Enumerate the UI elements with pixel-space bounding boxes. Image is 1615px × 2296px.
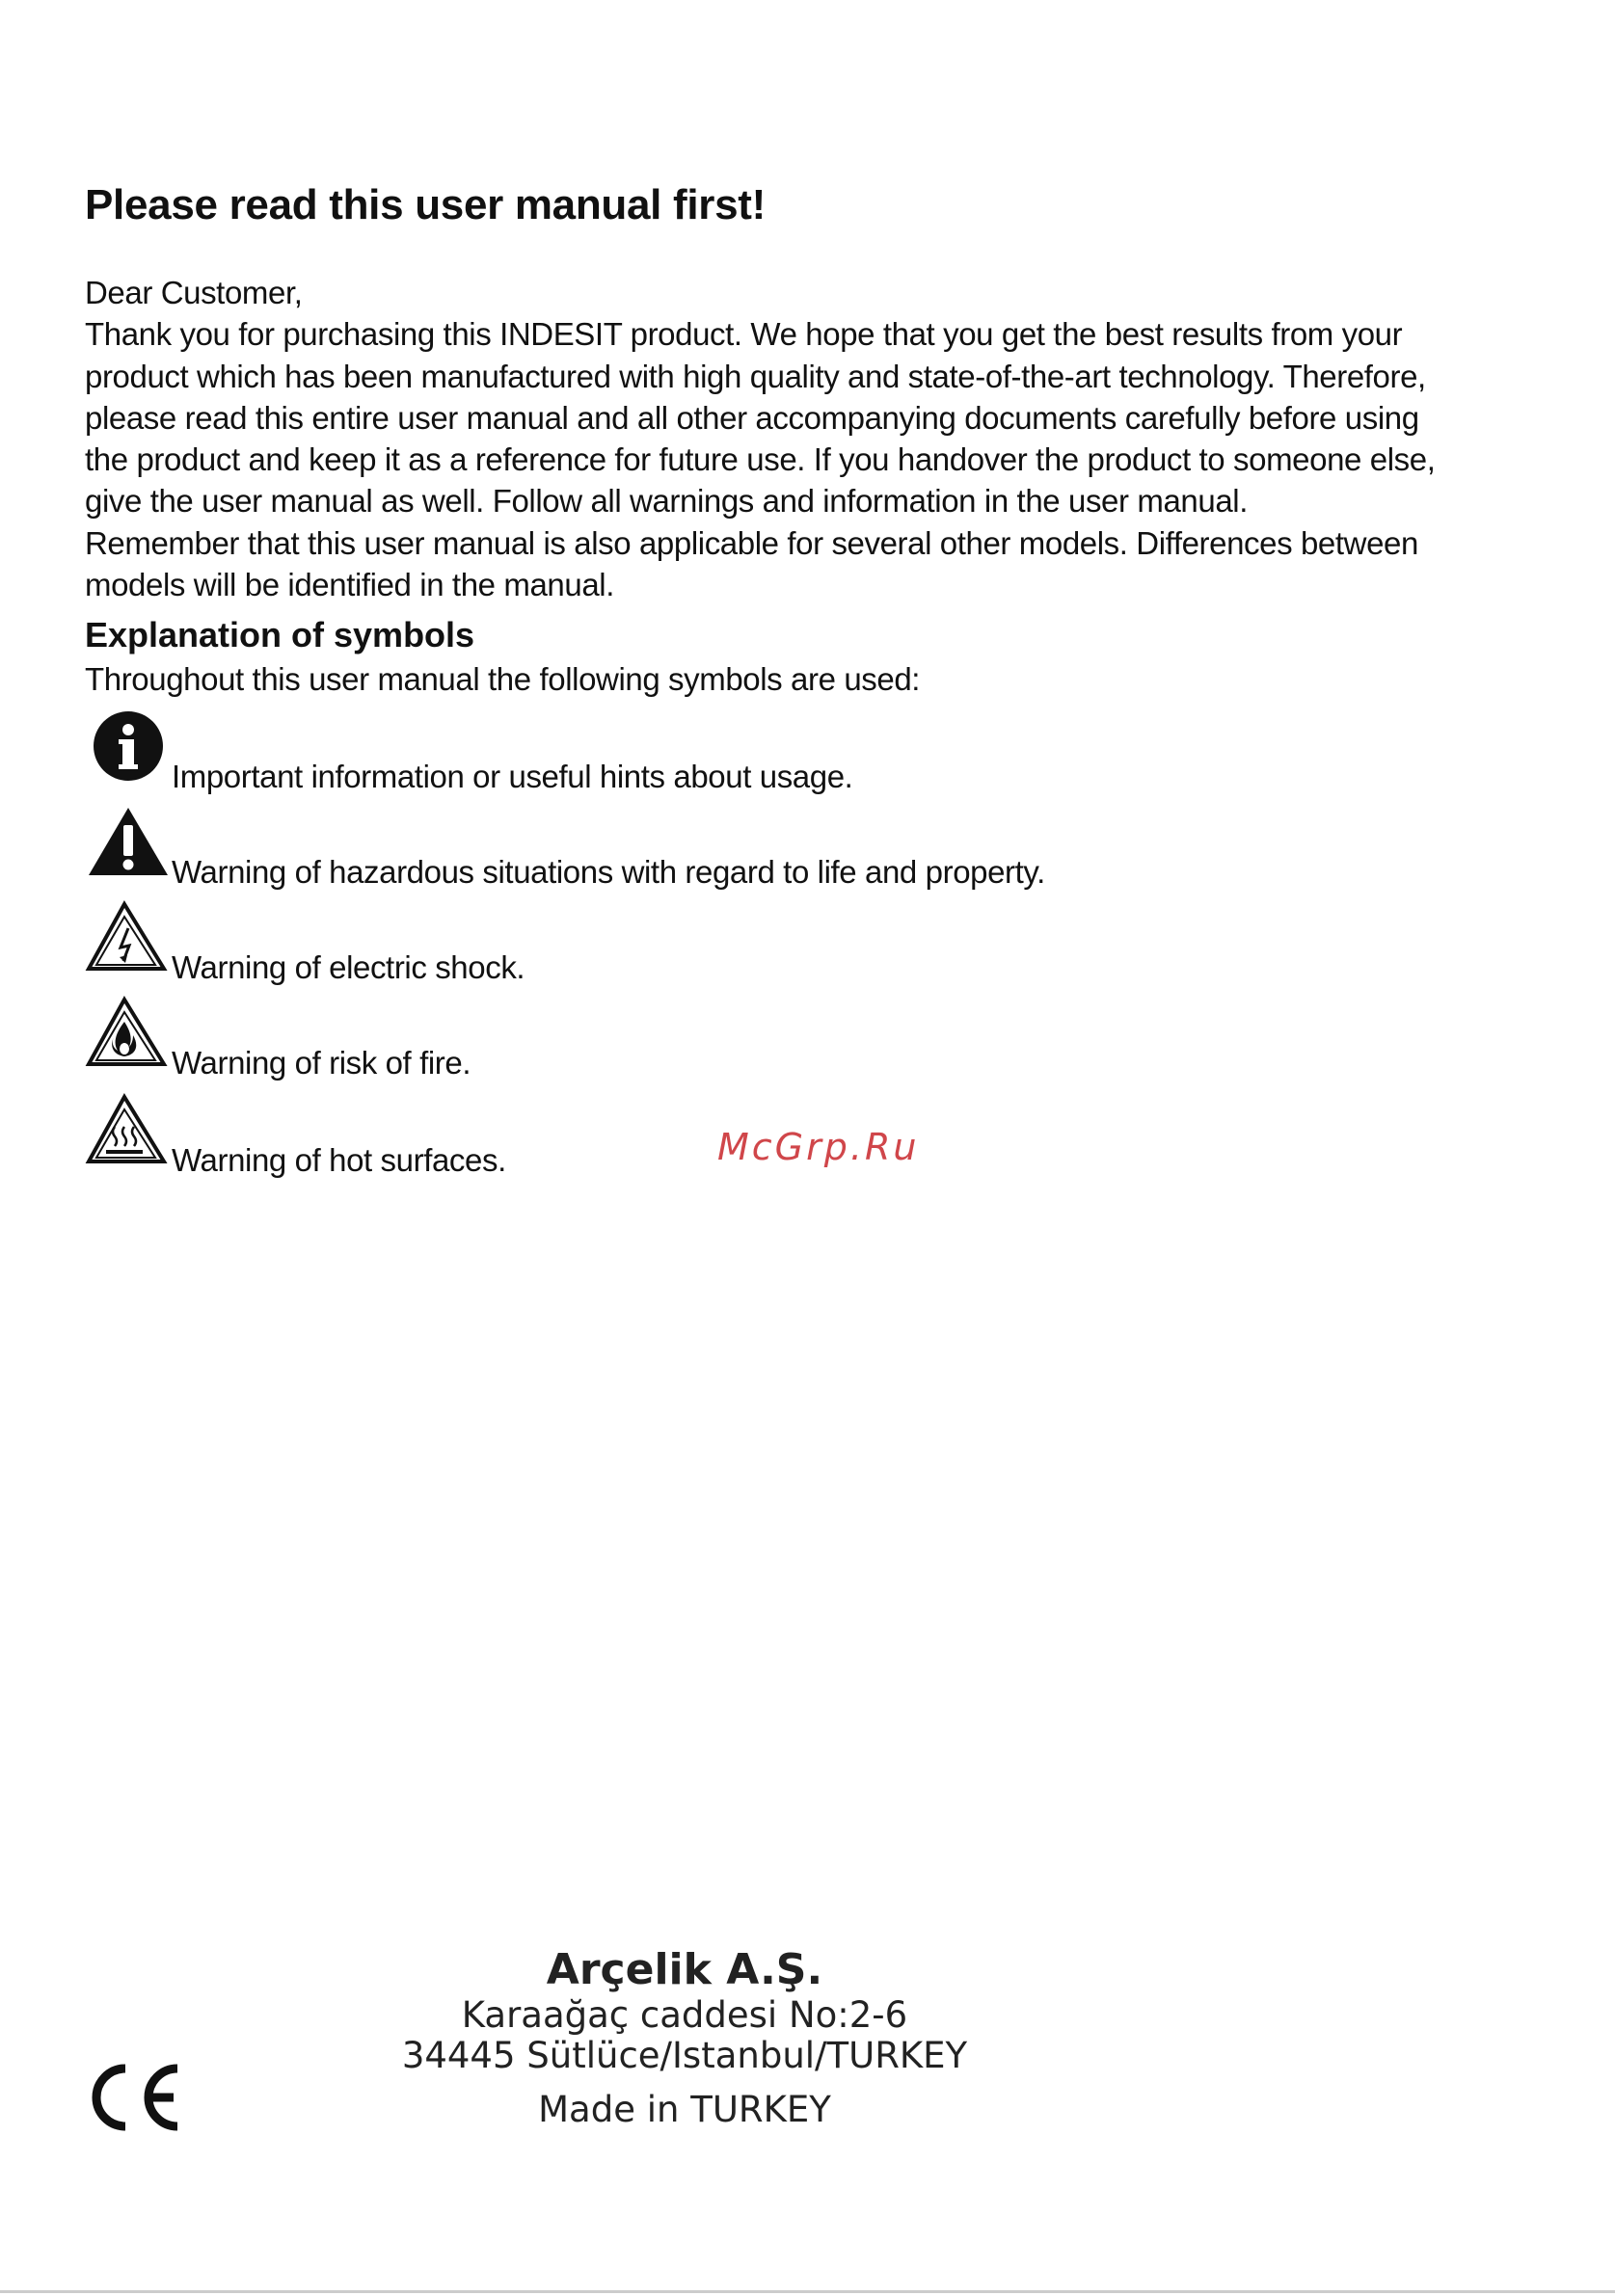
electric-shock-icon [85, 899, 172, 976]
symbol-text: Warning of risk of fire. [172, 1045, 471, 1081]
fire-risk-icon [85, 995, 172, 1072]
symbol-row-warning [85, 804, 1242, 891]
intro-line: product which has been manufactured with high quality and state-of-the-art technology. Therefore, [85, 358, 1426, 394]
address-city: 34445 Sütlüce/Istanbul/TURKEY [401, 2035, 968, 2076]
intro-line: the product and keep it as a reference for future use. If you handover the product to someone else, [85, 441, 1436, 478]
symbol-text: Warning of electric shock. [172, 949, 525, 985]
intro-line: please read this entire user manual and all other accompanying documents carefully before using [85, 399, 1419, 436]
symbol-text: Important information or useful hints about usage. [172, 759, 853, 794]
symbol-text: Warning of hazardous situations with regard to life and property. [172, 854, 1045, 890]
symbol-row-fire [85, 995, 1242, 1081]
manufacturer-address [366, 1945, 1003, 2130]
symbol-row-electric [85, 899, 1242, 986]
intro-line: Remember that this user manual is also applicable for several other models. Differences between [85, 524, 1418, 561]
ce-mark-icon [81, 2059, 183, 2136]
warning-hazard-icon [85, 804, 172, 881]
intro-line: Thank you for purchasing this INDESIT product. We hope that you get the best results from your [85, 316, 1403, 353]
watermark-text: McGrp.Ru [717, 1126, 920, 1168]
made-in-label: Made in TURKEY [538, 2089, 831, 2130]
page-title: Please read this user manual first! [85, 181, 767, 228]
intro-paragraph [85, 272, 1550, 605]
address-street: Karaağaç caddesi No:2-6 [461, 1994, 908, 2036]
page-bottom-rule [0, 2290, 1615, 2293]
company-name: Arçelik A.Ş. [546, 1945, 823, 1994]
intro-line: Dear Customer, [85, 275, 303, 310]
info-icon [85, 708, 172, 786]
hot-surface-icon [85, 1092, 172, 1169]
symbols-intro: Throughout this user manual the following symbols are used: [85, 661, 921, 697]
intro-line: models will be identified in the manual. [85, 567, 614, 603]
symbol-row-hot [85, 1092, 1242, 1179]
symbols-heading: Explanation of symbols [85, 615, 475, 654]
symbol-row-info [85, 708, 1242, 795]
symbol-text: Warning of hot surfaces. [172, 1142, 506, 1178]
intro-line: give the user manual as well. Follow all warnings and information in the user manual. [85, 483, 1248, 520]
